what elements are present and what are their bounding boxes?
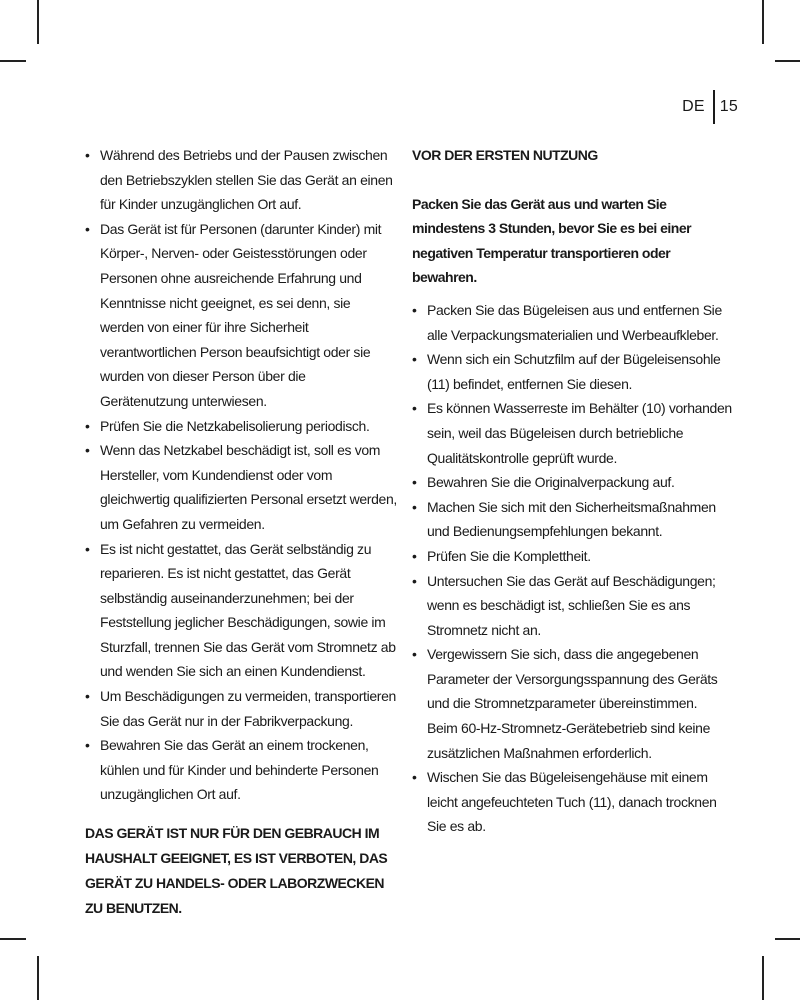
list-item: • Das Gerät ist für Personen (darunter Kinder) mit Körper-, Nerven- oder Geistesstörungen oder Personen ohne ausreichende Erfahrung und Kenntnisse nicht geeignet, es sei denn, sie werden von einer für ihre Sicherheit verantwortlichen Person beaufsichtigt oder sie wurden von dieser Person über die Gerätenutzung unterwiesen. <box>85 217 397 414</box>
crop-mark <box>775 60 800 62</box>
header-divider <box>713 90 715 124</box>
list-item: • Wischen Sie das Bügeleisengehäuse mit einem leicht angefeuchteten Tuch (11), danach trocknen Sie es ab. <box>412 765 732 839</box>
list-item <box>412 642 732 765</box>
list-item: • Es können Wasserreste im Behälter (10) vorhanden sein, weil das Bügeleisen durch betriebliche Qualitätskontrolle geprüft wurde. <box>412 396 732 470</box>
household-use-notice: DAS GERÄT IST NUR FÜR DEN GEBRAUCH IM HAUSHALT GEEIGNET, ES IST VERBOTEN, DAS GERÄT ZU HANDELS- ODER LABORZWECKEN ZU BENUTZEN. <box>85 825 388 917</box>
list-item: • Während des Betriebs und der Pausen zwischen den Betriebszyklen stellen Sie das Gerät an einen für Kinder unzugänglichen Ort auf. <box>85 143 397 217</box>
crop-mark <box>37 0 39 44</box>
page-header <box>682 90 738 124</box>
list-item-note: Beim 60-Hz-Stromnetz-Gerätebetrieb sind keine zusätzlichen Maßnahmen erforderlich. <box>427 720 711 761</box>
left-column <box>85 143 397 921</box>
safety-list <box>85 143 397 807</box>
list-item: • Wenn sich ein Schutzfilm auf der Bügeleisensohle (11) befindet, entfernen Sie diesen. <box>412 347 732 396</box>
list-item: • Bewahren Sie die Originalverpackung auf. <box>412 470 732 495</box>
list-item: • Bewahren Sie das Gerät an einem trockenen, kühlen und für Kinder und behinderte Personen unzugänglichen Ort auf. <box>85 733 397 807</box>
list-item: • Es ist nicht gestattet, das Gerät selbständig zu reparieren. Es ist nicht gestattet, das Gerät selbständig auseinanderzunehmen; bei der Feststellung jeglicher Beschädigungen, sowie im Sturzfall, trennen Sie das Gerät vom Stromnetz ab und wenden Sie sich an einen Kundendienst. <box>85 537 397 685</box>
list-item: • Machen Sie sich mit den Sicherheitsmaßnahmen und Bedienungsempfehlungen bekannt. <box>412 495 732 544</box>
first-use-list <box>412 298 732 839</box>
list-item: • Untersuchen Sie das Gerät auf Beschädigungen; wenn es beschädigt ist, schließen Sie es ans Stromnetz nicht an. <box>412 569 732 643</box>
language-code: DE <box>682 98 705 115</box>
transport-warning: Packen Sie das Gerät aus und warten Sie mindestens 3 Stunden, bevor Sie es bei einer negativen Temperatur transportieren oder bewahren. <box>412 195 692 286</box>
section-title: VOR DER ERSTEN NUTZUNG <box>412 147 598 163</box>
list-item: • Prüfen Sie die Komplettheit. <box>412 544 732 569</box>
list-item-text: • Vergewissern Sie sich, dass die angegebenen Parameter der Versorgungsspannung des Geräts und die Stromnetzparameter übereinstimmen. <box>427 646 718 712</box>
page-number: 15 <box>719 98 738 115</box>
list-item: • Wenn das Netzkabel beschädigt ist, soll es vom Hersteller, vom Kundendienst oder vom gleichwertig qualifizierten Personal ersetzt werden, um Gefahren zu vermeiden. <box>85 438 397 536</box>
list-item: • Prüfen Sie die Netzkabelisolierung periodisch. <box>85 414 397 439</box>
list-item: • Packen Sie das Bügeleisen aus und entfernen Sie alle Verpackungsmaterialien und Werbeaufkleber. <box>412 298 732 347</box>
crop-mark <box>37 956 39 1000</box>
crop-mark <box>0 938 26 940</box>
crop-mark <box>762 956 764 1000</box>
right-column <box>412 143 732 839</box>
crop-mark <box>0 60 26 62</box>
list-item: • Um Beschädigungen zu vermeiden, transportieren Sie das Gerät nur in der Fabrikverpackung. <box>85 684 397 733</box>
crop-mark <box>775 938 800 940</box>
crop-mark <box>762 0 764 44</box>
